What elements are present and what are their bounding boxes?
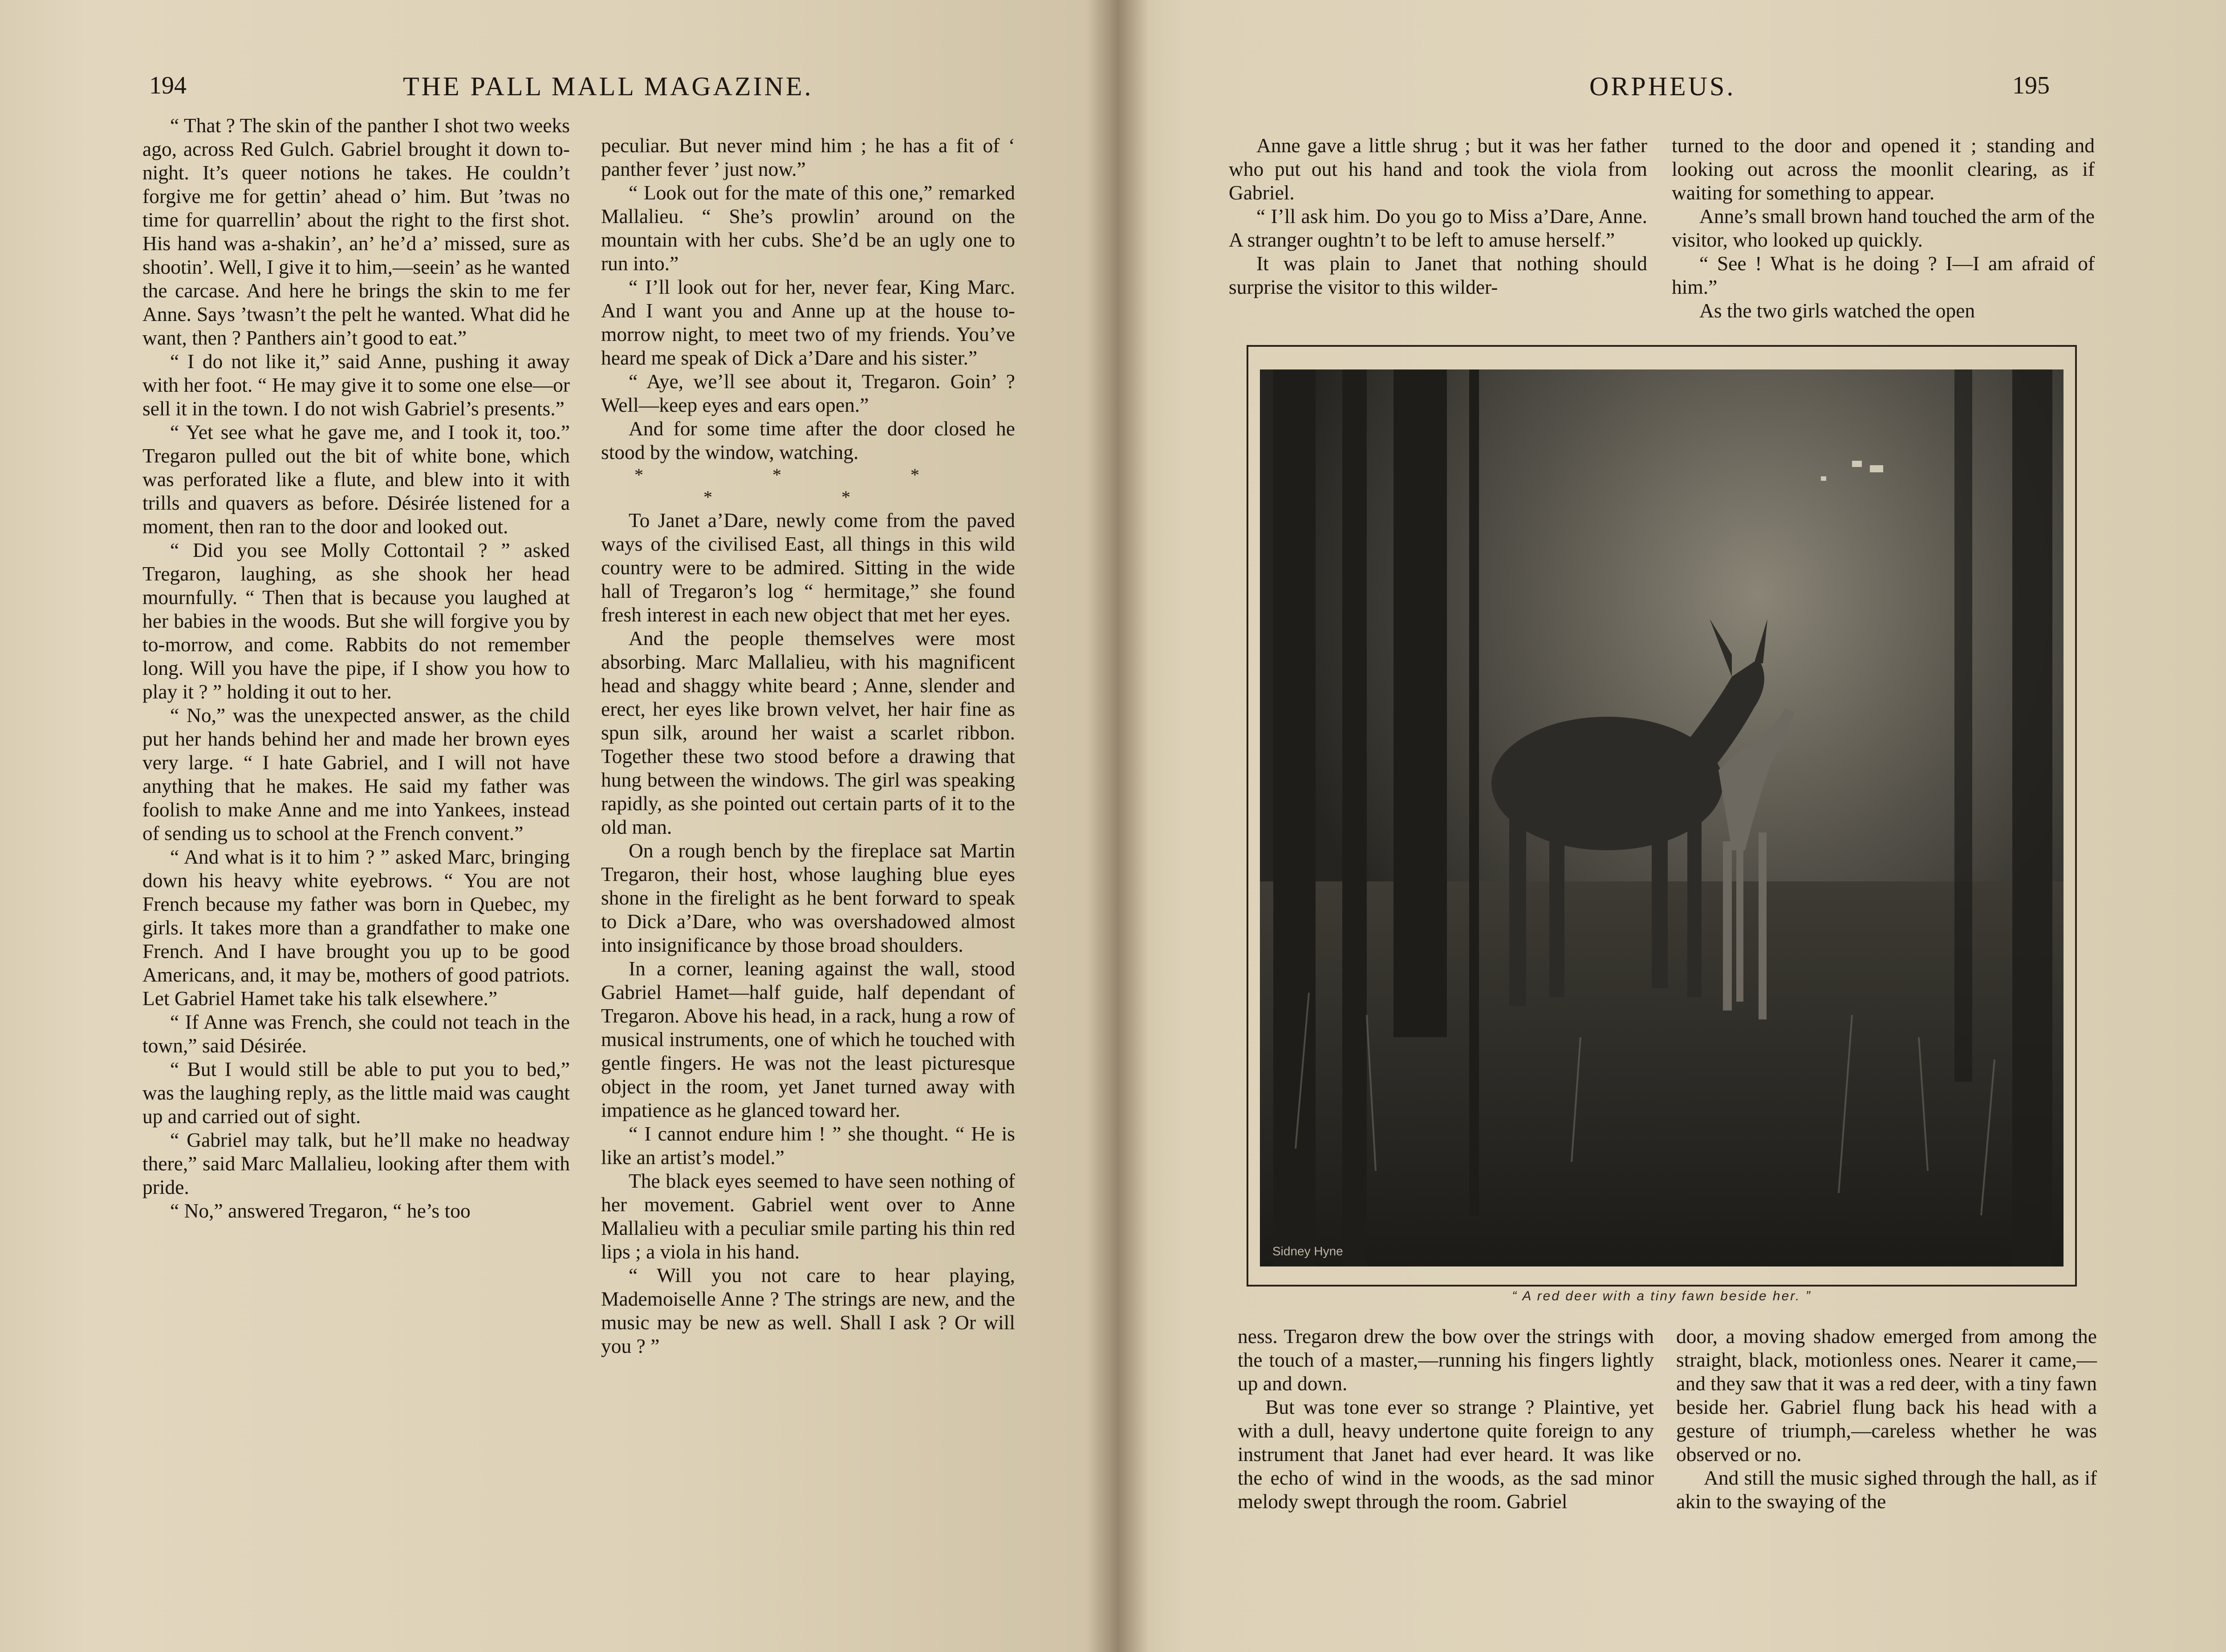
left-page-number: 194 bbox=[149, 72, 187, 99]
paragraph: “ I’ll ask him. Do you go to Miss a’Dare, Anne. A stranger oughtn’t to be left to amuse herself.” bbox=[1229, 205, 1647, 251]
book-gutter bbox=[1086, 0, 1149, 1652]
deer-illustration bbox=[1260, 369, 2064, 1266]
paragraph: turned to the door and opened it ; standing and looking out across the moonlit clearing, as if waiting for something to appear. bbox=[1672, 134, 2095, 204]
paragraph: “ I do not like it,” said Anne, pushing it away with her foot. “ He may give it to some one else—or sell it in the town. I do not wish Gabriel’s presents.” bbox=[142, 350, 570, 420]
paragraph: “ No,” was the unexpected answer, as the child put her hands behind her and made her brown eyes very large. “ I hate Gabriel, and I will not have anything that he makes. He said my father was foolish to make Anne and me into Yankees, instead of sending us to school at the French convent.” bbox=[142, 704, 570, 844]
paragraph: And the people themselves were most absorbing. Marc Mallalieu, with his magnificent head and shaggy white beard ; Anne, slender and erect, her eyes like brown velvet, her hair fine as spun silk, around her waist a scarlet ribbon. Together these two stood before a drawing that hung between the windows. The girl was speaking rapidly, as she pointed out certain parts of it to the old man. bbox=[601, 627, 1015, 838]
paragraph: And still the music sighed through the hall, as if akin to the swaying of the bbox=[1676, 1466, 2097, 1513]
paragraph: “ No,” answered Tregaron, “ he’s too bbox=[170, 1199, 471, 1222]
left-page-column-2 bbox=[601, 134, 1015, 1358]
paragraph: “ That ? The skin of the panther I shot two weeks ago, across Red Gulch. Gabriel brought it down to-night. It’s queer notions he takes. He couldn’t forgive me for gettin’ ahead o’ him. But ’twas no time for quarrellin’ about the right to the first shot. His hand was a-shakin’, an’ he’d a’ missed, sure as shootin’. Well, I give it to him,—seein’ as he wanted the carcase. And here he brings the skin to me fer Anne. Says ’twasn’t the pelt he wanted. What did he want, then ? Panthers ain’t good to eat.” bbox=[142, 114, 570, 349]
paragraph: But was tone ever so strange ? Plaintive, yet with a dull, heavy undertone quite foreign to any instrument that Janet had ever heard. It was like the echo of wind in the woods, as the sad minor melody swept through the room. Gabriel bbox=[1238, 1396, 1654, 1513]
left-page-column-1 bbox=[142, 114, 570, 1222]
artist-signature: Sidney Hyne bbox=[1272, 1244, 1343, 1258]
left-running-head: THE PALL MALL MAGAZINE. bbox=[403, 72, 813, 101]
right-running-head: ORPHEUS. bbox=[1589, 72, 1736, 101]
paragraph: peculiar. But never mind him ; he has a fit of ‘ panther fever ’ just now.” bbox=[601, 134, 1015, 180]
paragraph: ness. Tregaron drew the bow over the strings with the touch of a master,—running his fingers lightly up and down. bbox=[1238, 1325, 1654, 1395]
paragraph: “ Yet see what he gave me, and I took it, too.” Tregaron pulled out the bit of white bone, which was perforated like a flute, and blew into it with trills and quavers as before. Désirée listened for a moment, then ran to the door and looked out. bbox=[142, 421, 570, 538]
paragraph: “ I’ll look out for her, never fear, King Marc. And I want you and Anne up at the house to-morrow night, to meet two of my friends. You’ve heard me speak of Dick a’Dare and his sister.” bbox=[601, 276, 1015, 369]
paragraph: “ Did you see Molly Cottontail ? ” asked Tregaron, laughing, as she shook her head mournfully. “ Then that is because you laughed at her babies in the woods. But she will forgive you by to-morrow, and come. Rabbits do not remember long. Will you have the pipe, if I show you how to play it ? ” holding it out to her. bbox=[142, 539, 570, 703]
paragraph: “ If Anne was French, she could not teach in the town,” said Désirée. bbox=[142, 1011, 570, 1057]
paragraph: “ Will you not care to hear playing, Mademoiselle Anne ? The strings are new, and the music may be new as well. Shall I ask ? Or will you ? ” bbox=[601, 1264, 1015, 1357]
paragraph: It was plain to Janet that nothing should surprise the visitor to this wilder- bbox=[1229, 252, 1647, 298]
paragraph: “ But I would still be able to put you to bed,” was the laughing reply, as the little maid was caught up and carried out of sight. bbox=[142, 1058, 570, 1128]
paragraph: “ Look out for the mate of this one,” remarked Mallalieu. “ She’s prowlin’ around on the mountain with her cubs. She’d be an ugly one to run into.” bbox=[601, 181, 1015, 275]
paragraph: “ Gabriel may talk, but he’ll make no headway there,” said Marc Mallalieu, looking after them with pride. bbox=[142, 1128, 570, 1198]
paragraph: And for some time after the door closed he stood by the window, watching. bbox=[601, 417, 1015, 463]
paragraph: Anne gave a little shrug ; but it was her father who put out his hand and took the viola from Gabriel. bbox=[1229, 134, 1647, 204]
right-page-top-column-1 bbox=[1229, 134, 1647, 299]
right-page-number: 195 bbox=[2012, 72, 2050, 99]
paragraph: As the two girls watched the open bbox=[1699, 299, 1975, 322]
paragraph: The black eyes seemed to have seen nothing of her movement. Gabriel went over to Anne Mallalieu with a peculiar smile parting his thin red lips ; a viola in his hand. bbox=[601, 1169, 1015, 1263]
paragraph: “ See ! What is he doing ? I—I am afraid of him.” bbox=[1672, 252, 2095, 298]
paragraph: “ I cannot endure him ! ” she thought. “ He is like an artist’s model.” bbox=[601, 1122, 1015, 1169]
paragraph: Anne’s small brown hand touched the arm of the visitor, who looked up quickly. bbox=[1672, 205, 2095, 251]
section-break: * * * * * bbox=[634, 465, 982, 507]
right-page-top-column-2 bbox=[1672, 134, 2095, 322]
paragraph: “ And what is it to him ? ” asked Marc, bringing down his heavy white eyebrows. “ You are not French because my father was born in Quebec, my girls. It takes more than a grandfather to make one French. And I have brought you up to be good Americans, and, it may be, mothers of good patriots. Let Gabriel Hamet take his talk elsewhere.” bbox=[142, 845, 570, 1010]
illustration-caption: “ A red deer with a tiny fawn beside her. ” bbox=[1512, 1289, 1812, 1303]
paragraph: To Janet a’Dare, newly come from the paved ways of the civilised East, all things in this wild country were to be admired. Sitting in the wide hall of Tregaron’s log “ hermitage,” she found fresh interest in each new object that met her eyes. bbox=[601, 509, 1015, 626]
right-page-bottom-column-2 bbox=[1676, 1324, 2097, 1513]
paragraph: door, a moving shadow emerged from among the straight, black, motionless ones. Nearer it came,—and they saw that it was a red deer, with a tiny fawn beside her. Gabriel flung back his head with a gesture of triumph,—careless whether he was observed or no. bbox=[1676, 1325, 2097, 1465]
paragraph: In a corner, leaning against the wall, stood Gabriel Hamet—half guide, half dependant of Tregaron. Above his head, in a rack, hung a row of musical instruments, one of which he touched with gentle fingers. He was not the least picturesque object in the room, yet Janet turned away with impatience as he glanced toward her. bbox=[601, 957, 1015, 1121]
paragraph: On a rough bench by the fireplace sat Martin Tregaron, their host, whose laughing blue eyes shone in the firelight as he bent forward to speak to Dick a’Dare, who was overshadowed almost into insignificance by those broad shoulders. bbox=[601, 839, 1015, 956]
paragraph: “ Aye, we’ll see about it, Tregaron. Goin’ ? Well—keep eyes and ears open.” bbox=[601, 370, 1015, 416]
right-page-bottom-column-1 bbox=[1238, 1324, 1654, 1513]
